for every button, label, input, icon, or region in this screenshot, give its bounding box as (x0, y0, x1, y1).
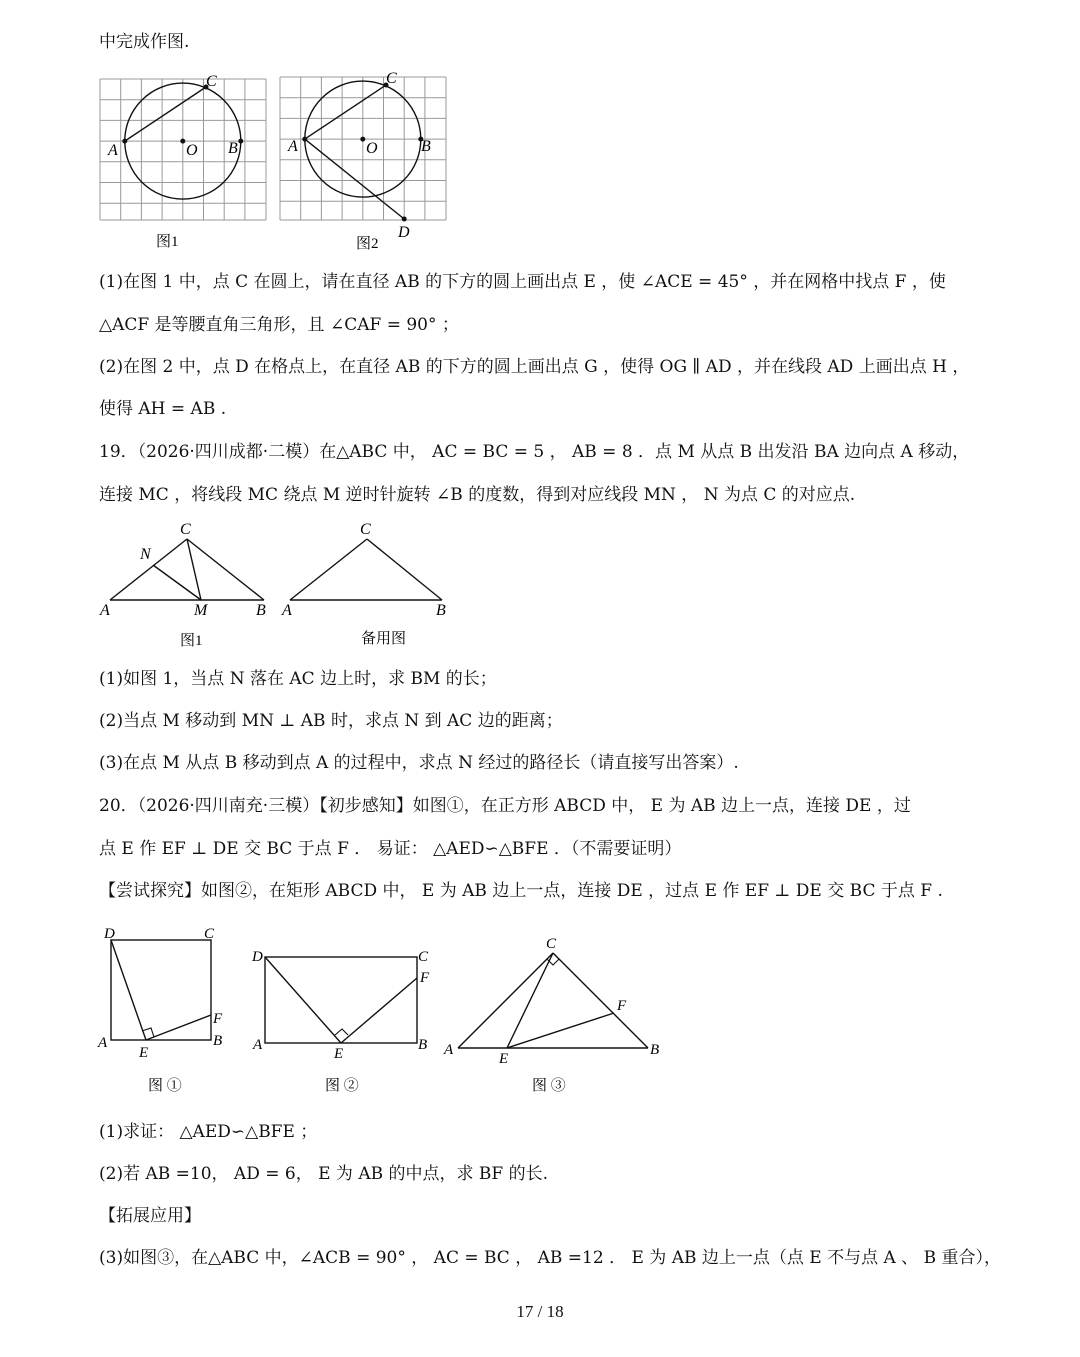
label-a: A (100, 602, 110, 619)
label-m: M (194, 602, 208, 619)
label-a: A (108, 142, 118, 159)
label-c: C (386, 70, 397, 87)
chord-ac (305, 85, 386, 139)
figure-caption-1: 图1 (180, 633, 203, 649)
q18-part2-line2: 使得 AH = AB . (99, 399, 227, 419)
q19-figure-1 (110, 539, 264, 600)
q20-part1: (1)求证： △AED∽△BFE ； (99, 1122, 318, 1142)
label-a: A (288, 138, 298, 155)
q19-figure-backup (290, 539, 442, 600)
label-b: B (421, 138, 431, 155)
label-c: C (418, 949, 429, 965)
label-n: N (140, 546, 151, 563)
figure-caption-3: 图 ③ (532, 1078, 566, 1094)
label-e: E (334, 1046, 344, 1062)
label-o: O (186, 142, 198, 159)
q20-stem-line2: 点 E 作 EF ⊥ DE 交 BC 于点 F ． 易证： △AED∽△BFE ．（不需要证明） (99, 839, 682, 859)
intro-tail: 中完成作图. (99, 32, 190, 52)
figure-caption: 图1 (156, 234, 179, 250)
label-d: D (252, 949, 263, 965)
q18-part2-line1: (2)在图 2 中，点 D 在格点上，在直径 AB 的下方的圆上画出点 G ，使得 OG ∥ AD ，并在线段 AD 上画出点 H ， (99, 357, 970, 377)
point-o (360, 137, 365, 142)
label-e: E (139, 1045, 149, 1061)
label-c: C (180, 521, 191, 538)
q19-part2: (2)当点 M 移动到 MN ⊥ AB 时，求点 N 到 AC 边的距离； (99, 711, 563, 731)
page-number: 17 / 18 (516, 1302, 564, 1321)
label-c: C (206, 75, 217, 90)
q20-figure-2 (265, 957, 417, 1043)
figure-caption-2: 图 ② (325, 1078, 359, 1094)
figure-caption-1: 图 ① (148, 1078, 182, 1094)
label-f: F (213, 1011, 223, 1027)
label-b: B (256, 602, 266, 619)
label-o: O (366, 140, 378, 157)
label-d: D (104, 926, 115, 942)
circle-figure-1 (96, 75, 271, 255)
q20-figures (96, 920, 676, 1100)
q18-part1-line1: (1)在图 1 中，点 C 在圆上，请在直径 AB 的下方的圆上画出点 E ，使 ∠ACE = 45° ，并在网格中找点 F ，使 (99, 272, 946, 292)
point-b (238, 139, 243, 144)
q20-stem-line3: 【尝试探究】如图②，在矩形 ABCD 中， E 为 AB 边上一点，连接 DE ，过点 E 作 EF ⊥ DE 交 BC 于点 F . (99, 881, 943, 901)
circle-figure-2 (276, 65, 456, 255)
q19-part3: (3)在点 M 从点 B 移动到点 A 的过程中，求点 N 经过的路径长（请直接写出答案）. (99, 753, 739, 773)
q20-part2: (2)若 AB =10， AD = 6， E 为 AB 的中点，求 BF 的长. (99, 1164, 549, 1184)
label-b: B (228, 140, 238, 157)
q20-section-extension: 【拓展应用】 (99, 1206, 201, 1226)
label-c: C (204, 926, 215, 942)
label-f: F (420, 970, 430, 986)
label-a: A (444, 1042, 454, 1058)
q19-stem-line2: 连接 MC ，将线段 MC 绕点 M 逆时针旋转 ∠B 的度数，得到对应线段 MN ， N 为点 C 的对应点. (99, 485, 856, 505)
q20-figure-1 (111, 940, 211, 1040)
q20-part3: (3)如图③，在△ABC 中，∠ACB = 90° ， AC = BC ， AB =12 ． E 为 AB 边上一点（点 E 不与点 A 、 B 重合）， (99, 1248, 1001, 1268)
figure-caption-backup: 备用图 (361, 631, 407, 647)
figure-caption: 图2 (356, 236, 379, 252)
label-b: B (418, 1037, 428, 1053)
point-o (180, 139, 185, 144)
label-a: A (253, 1037, 263, 1053)
label-e: E (499, 1051, 509, 1067)
label-b: B (650, 1042, 660, 1058)
label-b-backup: B (436, 602, 446, 619)
point-a (302, 137, 307, 142)
chord-ac (125, 87, 206, 141)
q19-part1: (1)如图 1，当点 N 落在 AC 边上时，求 BM 的长； (99, 669, 497, 689)
q18-part1-line2: △ACF 是等腰直角三角形，且 ∠CAF = 90° ； (99, 315, 459, 335)
point-a (122, 139, 127, 144)
label-d: D (398, 224, 410, 241)
label-c: C (546, 936, 557, 952)
point-d (402, 217, 407, 222)
q19-figures (96, 515, 456, 655)
label-a-backup: A (282, 602, 292, 619)
segment-ad (305, 139, 404, 219)
q19-stem-line1: 19．（2026·四川成都·二模）在△ABC 中， AC = BC = 5 ， AB = 8 ．点 M 从点 B 出发沿 BA 边向点 A 移动， (99, 442, 970, 462)
q20-stem-line1: 20．（2026·四川南充·三模）【初步感知】如图①，在正方形 ABCD 中， E 为 AB 边上一点，连接 DE ，过 (99, 796, 911, 816)
label-a: A (98, 1035, 108, 1051)
label-b: B (213, 1033, 223, 1049)
label-c-backup: C (360, 521, 371, 538)
label-f: F (617, 998, 627, 1014)
